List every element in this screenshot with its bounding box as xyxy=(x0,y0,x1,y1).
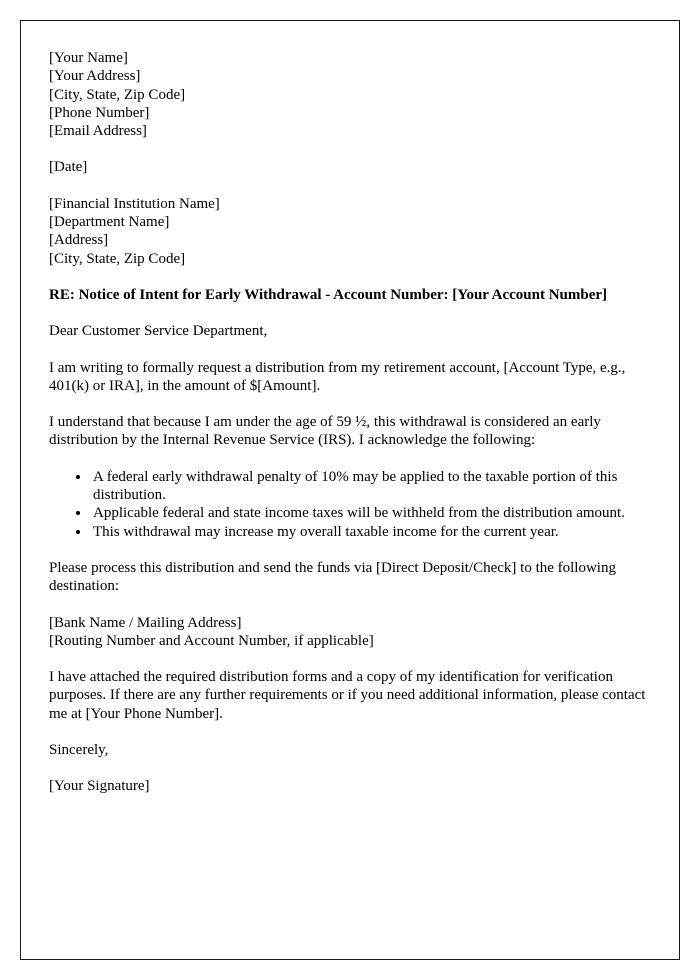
sender-block xyxy=(49,49,651,140)
paragraph-process-request: Please process this distribution and send the funds via [Direct Deposit/Check] to the following destination: xyxy=(49,559,616,595)
salutation: Dear Customer Service Department, xyxy=(49,323,268,340)
paragraph-request: I am writing to formally request a distribution from my retirement account, [Account Type, e.g., 401(k) or IRA], in the amount of $[Amount]. xyxy=(49,359,626,394)
recipient-block xyxy=(49,195,651,268)
recipient-address: [Address] xyxy=(49,232,109,249)
list-item-taxes: • Applicable federal and state income taxes will be withheld from the distribution amount. xyxy=(91,504,651,522)
recipient-institution: [Financial Institution Name] xyxy=(49,195,220,212)
subject-line: RE: Notice of Intent for Early Withdrawal - Account Number: [Your Account Number] xyxy=(49,286,608,303)
destination-block xyxy=(49,614,651,651)
destination-bank-line: [Bank Name / Mailing Address] xyxy=(49,614,242,631)
paragraph-acknowledge-intro: I understand that because I am under the age of 59 ½, this withdrawal is considered an early distribution by the Internal Revenue Service (IRS). I acknowledge the following: xyxy=(49,414,601,449)
date-line: [Date] xyxy=(49,159,88,176)
letter-page xyxy=(20,20,680,960)
list-item-taxable-income: • This withdrawal may increase my overall taxable income for the current year. xyxy=(91,523,651,541)
destination-routing-line: [Routing Number and Account Number, if applicable] xyxy=(49,632,374,649)
date-block xyxy=(49,158,651,176)
sender-address: [Your Address] xyxy=(49,68,141,85)
sender-city-state-zip: [City, State, Zip Code] xyxy=(49,86,186,103)
list-item-penalty: • A federal early withdrawal penalty of 10% may be applied to the taxable portion of this distribution. xyxy=(91,468,651,505)
closing-line: Sincerely, xyxy=(49,742,109,759)
recipient-city-state-zip: [City, State, Zip Code] xyxy=(49,250,186,267)
sender-phone: [Phone Number] xyxy=(49,104,150,121)
paragraph-attachments: I have attached the required distribution forms and a copy of my identification for verification purposes. If there are any further requirements or if you need additional information, please contact me at [Your Phone Number]. xyxy=(49,669,646,722)
recipient-department: [Department Name] xyxy=(49,214,170,231)
sender-name: [Your Name] xyxy=(49,50,128,66)
signature-line: [Your Signature] xyxy=(49,778,150,795)
acknowledgement-list xyxy=(49,468,651,541)
sender-email: [Email Address] xyxy=(49,123,147,140)
